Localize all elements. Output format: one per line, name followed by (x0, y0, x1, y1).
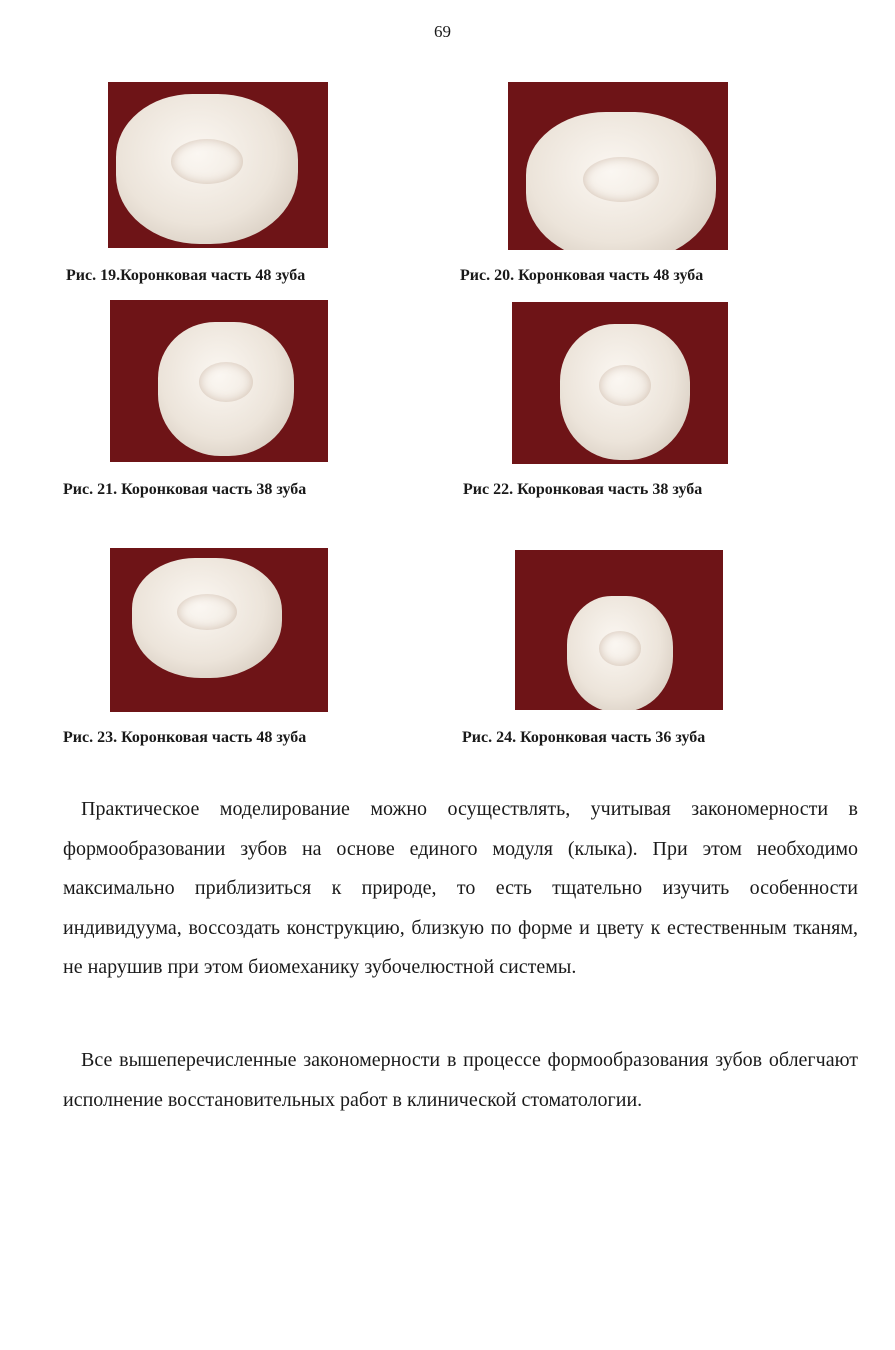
body-paragraph-1: Практическое моделирование можно осуществлять, учитывая закономерности в формообразовании зубов на основе единого модуля (клыка). При этом необходимо максимально приблизиться к природе, то есть тщательно изучить особенности индивидуума, воссоздать конструкцию, близкую по форме и цвету к естественным тканям, не нарушив при этом биомеханику зубочелюстной системы. (63, 798, 858, 979)
tooth-crown-image (116, 94, 298, 244)
figure-22-caption: Рис 22. Коронковая часть 38 зуба (463, 481, 703, 498)
body-paragraph-2: Все вышеперечисленные закономерности в процессе формообразования зубов облегчают исполнение восстановительных работ в клинической стоматологии. (63, 1049, 858, 1111)
figure-24-photo (515, 550, 723, 710)
page-number: 69 (434, 22, 451, 41)
figure-21-photo (110, 300, 328, 462)
figure-19-caption: Рис. 19.Коронковая часть 48 зуба (66, 267, 306, 284)
figure-24-caption: Рис. 24. Коронковая часть 36 зуба (462, 729, 706, 746)
figure-20-photo (508, 82, 728, 250)
figure-22-photo (512, 302, 728, 464)
figure-19-photo (108, 82, 328, 248)
figure-20-caption: Рис. 20. Коронковая часть 48 зуба (460, 267, 704, 284)
tooth-crown-image (567, 596, 673, 710)
figure-23-photo (110, 548, 328, 712)
tooth-crown-image (560, 324, 690, 460)
tooth-crown-image (132, 558, 282, 678)
figure-23-caption: Рис. 23. Коронковая часть 48 зуба (63, 729, 307, 746)
tooth-crown-image (526, 112, 716, 250)
tooth-crown-image (158, 322, 294, 456)
figure-21-caption: Рис. 21. Коронковая часть 38 зуба (63, 481, 307, 498)
